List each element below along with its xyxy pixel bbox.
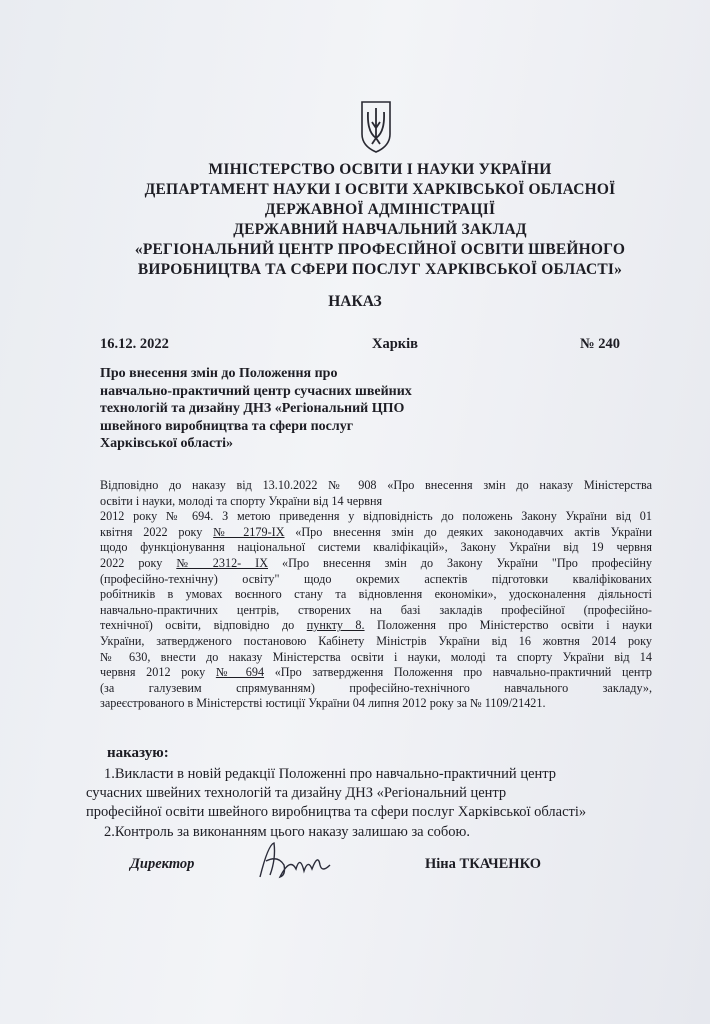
body-line [100,525,652,541]
institution-header [100,160,660,280]
handwritten-signature-icon [250,835,340,885]
body-text: «Про внесення змін до деяких законодавчих актів України [284,524,653,539]
body-line: робітників в умовах воєнного стану та відновлення економіки», удосконалення діяльності [100,587,652,602]
order-directive: наказую: [107,745,169,761]
order-number: № 240 [580,336,620,352]
header-line: «РЕГІОНАЛЬНИЙ ЦЕНТР ПРОФЕСІЙНОЇ ОСВІТИ ШВЕЙНОГО [134,241,626,258]
order-item: сучасних швейних технологій та дизайну ДНЗ «Регіональний центр [86,785,507,802]
body-text: технічної) освіти, відповідно до [100,618,307,633]
body-text: Положення про Міністерство освіти і науки [364,618,652,633]
order-item: 2.Контроль за виконанням цього наказу залишаю за собою. [104,823,471,840]
header-line: ВИРОБНИЦТВА ТА СФЕРИ ПОСЛУГ ХАРКІВСЬКОЇ ОБЛАСТІ» [137,261,623,278]
signatory-name: Ніна ТКАЧЕНКО [425,856,542,872]
trident-coat-of-arms-icon [358,98,394,154]
body-line [100,556,652,572]
body-text: 2022 року [100,555,177,570]
order-item: 1.Викласти в новій редакції Положенні про навчально-практичний центр [104,766,557,782]
body-line: освіти і науки, молоді та спорту України від 14 червня [100,493,383,508]
body-line [100,618,652,634]
title-line: навчально-практичний центр сучасних швейних [100,383,412,399]
order-city: Харків [372,336,418,352]
law-reference: № 2179-IX [213,524,285,539]
body-line: Відповідно до наказу від 13.10.2022 № 908 «Про внесення змін до наказу Міністерства [100,478,652,492]
order-title [100,365,520,453]
body-line: № 630, внести до наказу Міністерства освіти і науки, молоді та спорту України від 14 [100,649,652,664]
body-text: червня 2012 року [100,665,216,680]
body-line: зареєстрованого в Міністерстві юстиції України 04 липня 2012 року за № 1109/21421. [100,696,546,711]
body-line [100,665,652,681]
header-line: ДЕРЖАВНИЙ НАВЧАЛЬНИЙ ЗАКЛАД [233,221,527,238]
body-line: щодо функціонування національної системи кваліфікацій», Закону України від 19 червня [100,540,652,555]
body-line: (за галузевим спрямуванням) професійно-технічного навчального закладу», [100,680,652,695]
law-reference: пункту 8. [306,618,365,633]
title-line: швейного виробництва та сфери послуг [100,418,354,434]
law-reference: № 694 [215,665,265,680]
order-items [86,765,666,842]
title-line: Про внесення змін до Положення про [100,366,338,381]
body-line: (професійно-технічну) освіту" щодо окремих аспектів підготовки кваліфікованих [100,571,652,586]
title-line: Харківської області» [100,436,233,451]
body-line: 2012 року № 694. З метою приведення у відповідність до положень Закону України від 01 [100,509,652,524]
order-item: професійної освіти швейного виробництва та сфери послуг Харківської області» [86,804,587,821]
law-reference: № 2312- IX [176,555,269,570]
header-line: ДЕРЖАВНОЇ АДМІНІСТРАЦІЇ [264,201,496,218]
order-body [100,478,652,712]
body-text: «Про внесення змін до Закону України "Про професійну [268,555,653,570]
document-type: НАКАЗ [328,293,382,310]
body-text: «Про затвердження Положення про навчально-практичний центр [264,665,652,680]
header-line: МІНІСТЕРСТВО ОСВІТИ І НАУКИ УКРАЇНИ [208,161,552,178]
order-date: 16.12. 2022 [100,336,169,352]
body-line: навчально-практичних центрів, створених на базі закладів професійної (професійно- [100,602,652,617]
signatory-position: Директор [130,856,195,872]
body-line: України, затвердженого постановою Кабінету Міністрів України від 16 жовтня 2014 року [100,633,652,648]
body-text: квітня 2022 року [100,524,214,539]
header-line: ДЕПАРТАМЕНТ НАУКИ І ОСВІТИ ХАРКІВСЬКОЇ ОБЛАСНОЇ [144,181,616,198]
title-line: технологій та дизайну ДНЗ «Регіональний ЦПО [100,401,405,416]
